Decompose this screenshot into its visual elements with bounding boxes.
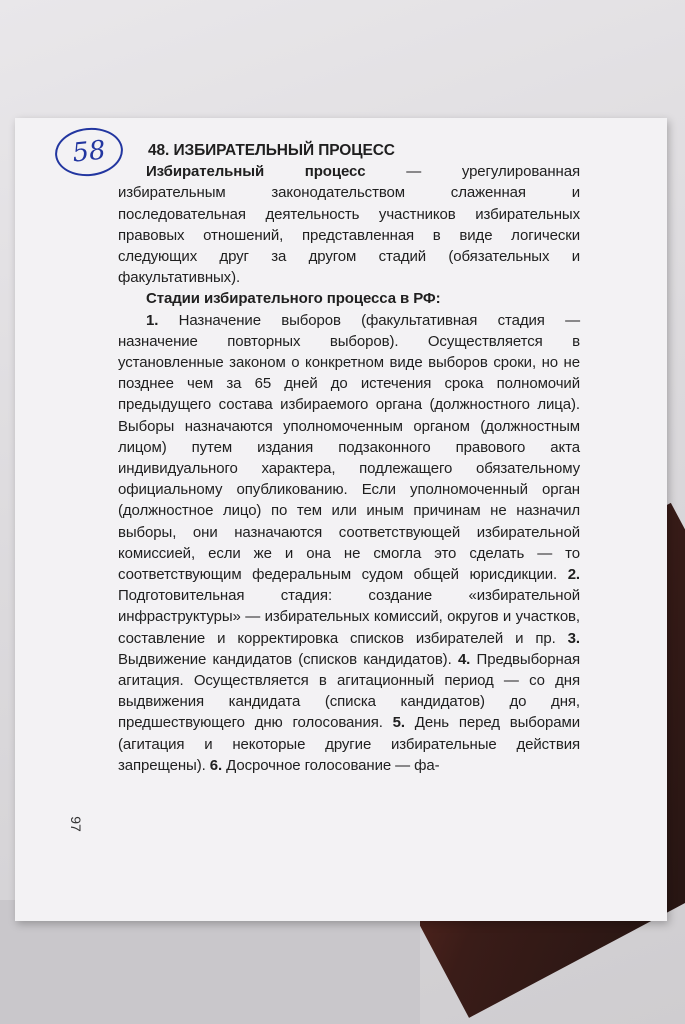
page-text	[118, 140, 580, 776]
stage-1-text: Назначение выборов (факультативная стадия — назначение повторных выборов). Осуществляется в установленные законом о конкретном виде выборов сроки, но не позднее чем за 65 дней до истечения срока полномочий предыдущего состава избираемого органа (должностного лица). Выборы назначаются уполномоченным органом (должностным лицом) путем издания подзаконного правового акта индивидуального характера, подлежащего обязательному официальному опубликованию. Если уполномоченный орган (должностное лицо) по тем или иным причинам не назначил выборы, они назначаются соответствующей избирательной комиссией, если же и она не смогла это сделать — то соответствующим федеральным судом общей юрисдикции.	[118, 311, 580, 584]
stages-paragraph	[118, 310, 580, 776]
stage-2-number: 2.	[567, 566, 580, 584]
stage-2-text: Подготовительная стадия: создание «избирательной инфраструктуры» — избирательных комиссий, округов и участков, составление и корректировка списков избирателей и пр.	[118, 587, 580, 647]
definition-paragraph	[118, 161, 580, 288]
stage-5-text: День перед выборами (агитация и некоторые другие избирательные действия запрещены).	[118, 714, 580, 774]
stage-4-text: Предвыборная агитация. Осуществляется в агитационный период — со дня выдвижения кандидата (списка кандидатов) до дня, предшествующего дню голосования.	[118, 650, 580, 732]
definition-text: — урегулированная избирательным законодательством слаженная и последовательная деятельность участников избирательных правовых отношений, представленная в виде логически следующих друг за другом стадий (обязательных и факультативных).	[118, 163, 580, 287]
stage-6-number: 6.	[209, 756, 223, 774]
stage-3-text: Выдвижение кандидатов (списков кандидатов).	[118, 650, 452, 668]
definition-term: Избирательный процесс	[146, 163, 366, 181]
handwritten-question-number: 58	[53, 125, 126, 180]
stages-subheading: Стадии избирательного процесса в РФ:	[146, 290, 441, 308]
page-number: 97	[67, 816, 84, 832]
stage-1-number: 1.	[146, 311, 159, 329]
stage-4-number: 4.	[457, 650, 471, 668]
stage-3-number: 3.	[567, 629, 580, 647]
section-title: 48. ИЗБИРАТЕЛЬНЫЙ ПРОЦЕСС	[148, 142, 395, 159]
stage-6-text: Досрочное голосование — фа-	[226, 756, 440, 774]
stage-5-number: 5.	[392, 714, 405, 732]
